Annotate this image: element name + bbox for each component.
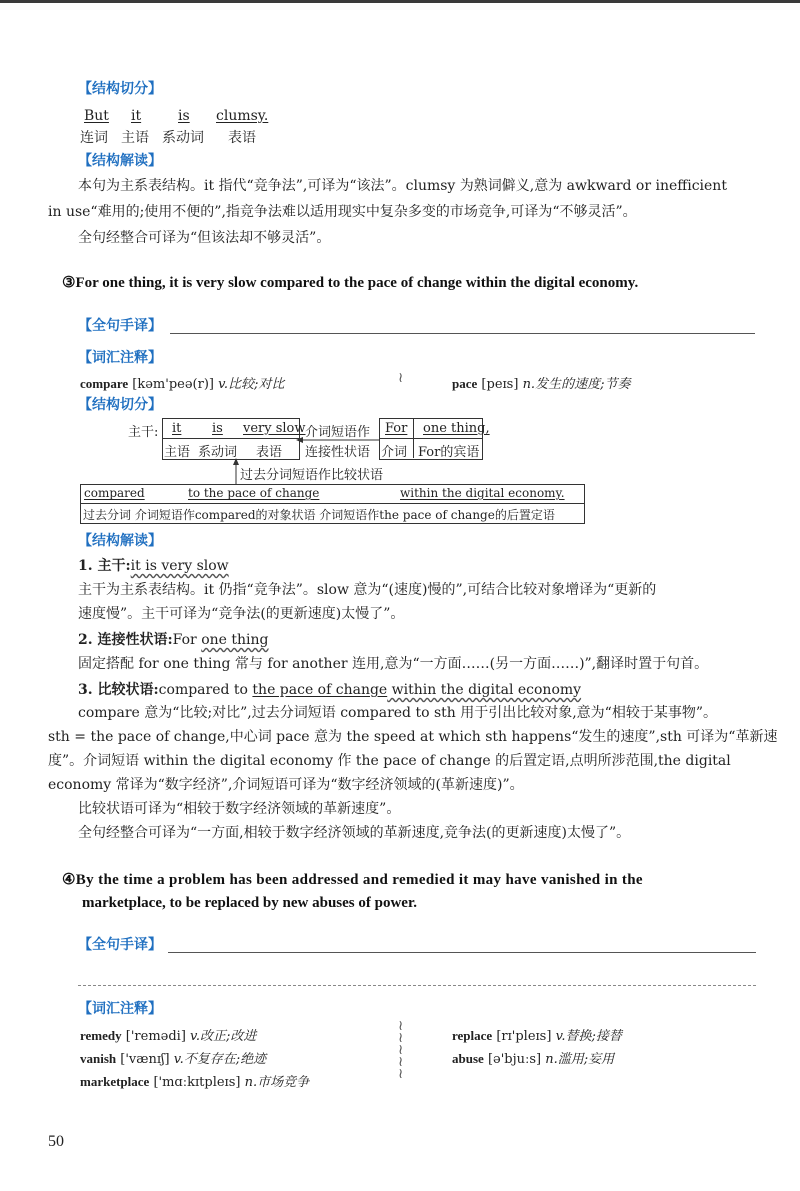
vocab-entry: remedy ['remədi] v.改正;改进 [80,1028,257,1044]
main-label: 主干: [128,425,159,440]
interp-item-title: 2. 连接性状语:For one thing [78,632,269,648]
page-number: 50 [48,1133,64,1150]
interp-paragraph: sth = the pace of change,中心词 pace 意为 the speed at which sth happens“发生的速度”,sth 可译为“革新速 [48,729,778,745]
lower-note: 过去分词短语作比较状语 [240,468,384,483]
lower-roles: 过去分词 介词短语作compared的对象状语 介词短语作the pace of change的后置定语 [83,508,555,522]
vocab-entry: pace [peɪs] n.发生的速度;节奏 [452,376,631,392]
full-translation-header: 【全句手译】 [78,937,162,953]
structure-interp-header: 【结构解读】 [78,153,162,169]
interp-item-title: 3. 比较状语:compared to the pace of change within the digital economy [78,682,582,698]
split-word: it [131,108,142,124]
main-word: very slow [243,421,306,436]
divider-squiggle: ≀ ≀ ≀ ≀ ≀ [398,1018,404,1082]
lower-word: within the digital economy. [400,486,565,500]
vocab-header: 【词汇注释】 [78,350,162,366]
conn-role: For的宾语 [418,445,480,460]
interp-paragraph: 主干为主系表结构。it 仍指“竞争法”。slow 意为“(速度)慢的”,可结合比较对象增译为“更新的 [78,582,657,598]
box-divider [379,438,482,439]
vocab-entry: replace [rɪ'pleɪs] v.替换;接替 [452,1028,622,1044]
interp-paragraph: 固定搭配 for one thing 常与 for another 连用,意为“一方面……(另一方面……)”,翻译时置于句首。 [78,656,709,672]
vocab-entry: marketplace ['mɑːkɪtpleɪs] n.市场竞争 [80,1074,310,1090]
vocab-entry: compare [kəm'peə(r)] v.比较;对比 [80,376,285,392]
interp-paragraph: 全句经整合可译为“但该法却不够灵活”。 [78,230,331,246]
interp-item-title: 1. 主干:it is very slow [78,558,229,574]
interp-paragraph: economy 常译为“数字经济”,介词短语可译为“数字经济领域的(革新速度)”。 [48,777,524,793]
interp-paragraph: 比较状语可译为“相较于数字经济领域的革新速度”。 [78,801,401,817]
sentence-4-line-2: marketplace, to be replaced by new abuses of power. [82,895,417,911]
interp-paragraph: in use“难用的;使用不便的”,指竞争法难以适用现实中复杂多变的市场竞争,可译为“不够灵活”。 [48,204,637,220]
vocab-header: 【词汇注释】 [78,1001,162,1017]
top-rule [0,0,800,3]
box-divider [162,438,299,439]
arrow-note: 介词短语作 [305,425,371,440]
vocab-entry: abuse [ə'bjuːs] n.滥用;妄用 [452,1051,615,1067]
main-role: 表语 [256,445,283,460]
translation-blank-line[interactable] [168,952,756,953]
conn-role: 介词 [381,445,408,460]
split-word: clumsy. [216,108,269,124]
interp-paragraph: 本句为主系表结构。it 指代“竞争法”,可译为“该法”。clumsy 为熟词僻义,意为 awkward or inefficient [78,178,727,194]
split-word: But [84,108,109,124]
lower-word: compared [84,486,145,500]
full-translation-header: 【全句手译】 [78,318,162,334]
translation-blank-line[interactable] [78,985,756,986]
sentence-3: ③For one thing, it is very slow compared to the pace of change within the digital economy. [62,275,639,291]
conn-word: one thing, [423,421,490,436]
box-divider [80,503,584,504]
interp-paragraph: 度”。介词短语 within the digital economy 作 the pace of change 的后置定语,点明所涉范围,the digital [48,753,731,769]
split-role: 主语 [121,130,149,146]
structure-interp-header: 【结构解读】 [78,533,162,549]
divider-squiggle: ≀ [398,370,404,386]
main-role: 系动词 [198,445,238,460]
split-role: 连词 [80,130,108,146]
left-arrow [296,436,380,444]
arrow-note: 连接性状语 [305,445,371,460]
lower-word: to the pace of change [188,486,320,500]
interp-paragraph: 全句经整合可译为“一方面,相较于数字经济领域的革新速度,竞争法(的更新速度)太慢了”。 [78,825,631,841]
vocab-entry: vanish ['vænɪʃ] v.不复存在;绝迹 [80,1051,267,1067]
conn-word: For [385,421,408,436]
main-role: 主语 [164,445,191,460]
interp-paragraph: compare 意为“比较;对比”,过去分词短语 compared to sth 用于引出比较对象,意为“相较于某事物”。 [78,705,718,721]
split-role: 表语 [228,130,256,146]
translation-blank-line[interactable] [170,333,755,334]
split-role: 系动词 [162,130,204,146]
box-divider [413,418,414,458]
split-word: is [178,108,190,124]
structure-split-header: 【结构切分】 [78,397,162,413]
interp-paragraph: 速度慢”。主干可译为“竞争法(的更新速度)太慢了”。 [78,606,405,622]
main-word: it [172,421,182,436]
main-word: is [212,421,223,436]
sentence-4-line-1: ④By the time a problem has been addressed and remedied it may have vanished in the [62,872,643,888]
structure-split-header: 【结构切分】 [78,81,162,97]
